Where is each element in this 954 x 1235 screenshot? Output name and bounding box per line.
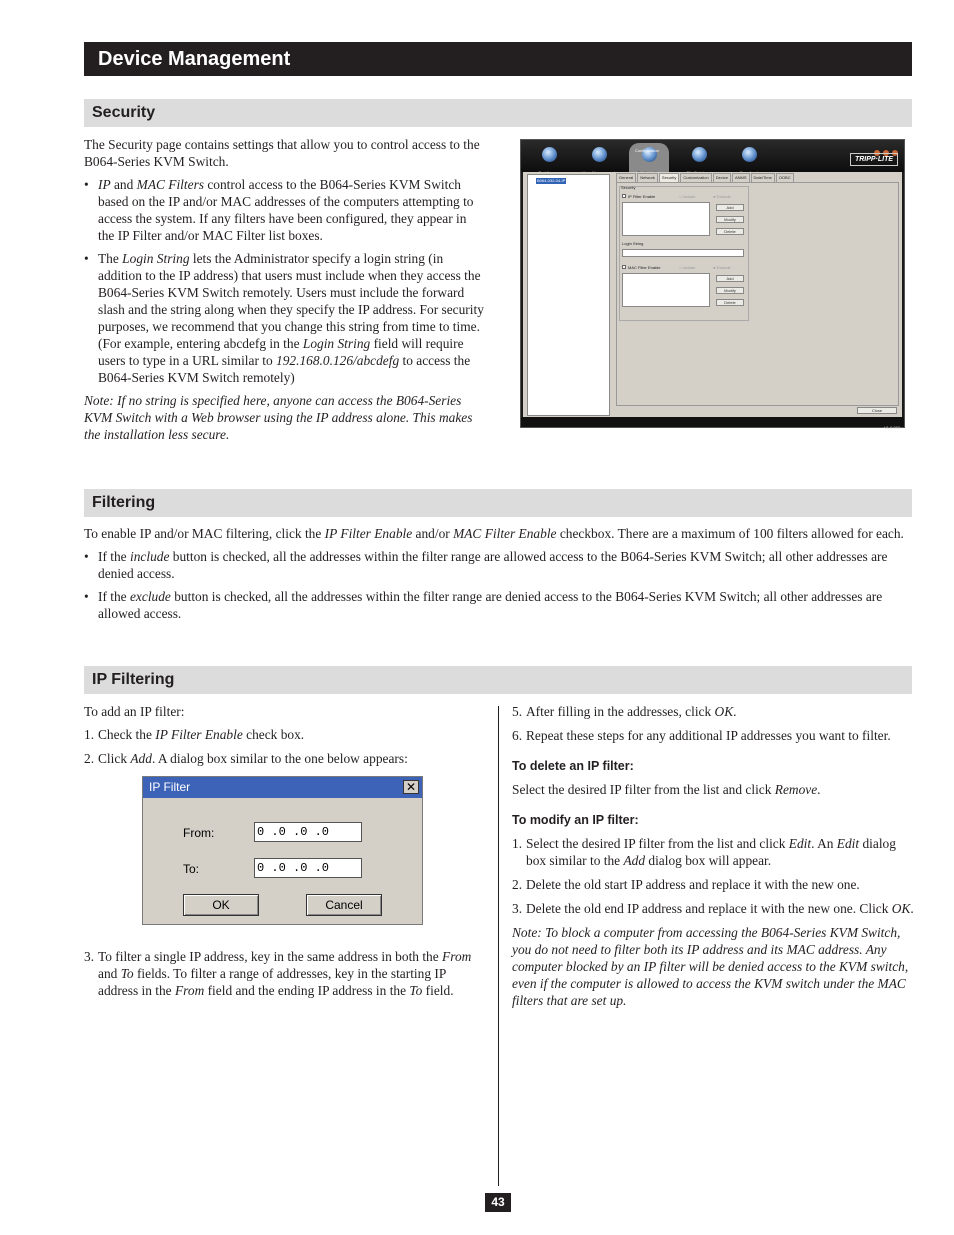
- from-label: From:: [183, 826, 215, 840]
- file-database-icon: [692, 147, 707, 162]
- ip-filtering-intro: To add an IP filter:: [84, 704, 185, 719]
- step-2: 2. Click Add. A dialog box similar to the one below appears:: [84, 751, 408, 766]
- tab-network: Network: [637, 173, 658, 182]
- screenshot-toolbar: [521, 140, 904, 172]
- modify-step-3: 3. Delete the old end IP address and replace it with the new one. Click OK.: [512, 901, 914, 916]
- ip-filter-list: [622, 202, 710, 236]
- filtering-text: [84, 525, 912, 628]
- mac-filter-enable-checkbox: [622, 265, 626, 269]
- mac-modify-button: Modify: [716, 287, 744, 294]
- login-string-label: Login String: [622, 241, 644, 246]
- ip-add-button: Add: [716, 204, 744, 211]
- ip-filtering-heading: IP Filtering: [84, 666, 912, 694]
- dialog-title: IP Filter: [143, 777, 422, 798]
- tab-security: Security: [659, 173, 679, 182]
- security-group-label: Security: [621, 185, 636, 190]
- tab-general: General: [616, 173, 636, 182]
- version-label: V1.0.083: [883, 425, 900, 430]
- filtering-intro: To enable IP and/or MAC filtering, click the IP Filter Enable and/or MAC Filter Enable checkbox. There are a maximum of 100 filters allowed for each.: [84, 526, 904, 541]
- security-page-screenshot: [520, 139, 905, 428]
- security-bullet-login-string: • The Login String lets the Administrator specify a login string (in addition to the IP address) that users must include when they access the B064-Series KVM Switch remotely. Users must include the forward slash and the string along when they specify the IP address. For security purposes, we recommend that you change this string from time to time. (For example, entering abcdefg in the Login String field will require users to type in a URL similar to 192.168.0.126/abcdefg to access the B064-Series KVM Switch remotely): [84, 250, 486, 386]
- page-title: Device Management: [84, 42, 912, 76]
- device-tree: [527, 174, 610, 416]
- mac-exclude-radio: ● Exclude: [713, 265, 731, 270]
- ip-filtering-right-column: [512, 703, 914, 1015]
- to-ip-input[interactable]: 0 .0 .0 .0: [254, 858, 362, 878]
- login-string-input: [622, 249, 744, 257]
- screenshot-footer: [521, 417, 904, 430]
- ip-filter-dialog: [142, 776, 423, 925]
- config-tabs: [616, 173, 795, 182]
- ip-include-radio: ○ Include: [679, 194, 696, 199]
- security-text: [84, 136, 486, 449]
- to-label: To:: [183, 862, 200, 876]
- security-panel: [616, 182, 899, 413]
- step-3: 3. To filter a single IP address, key in the same address in both the From and To fields. To filter a range of addresses, key in the starting IP address in the From field and the ending IP address in the To field.: [84, 949, 472, 998]
- mac-include-radio: ○ Include: [679, 265, 696, 270]
- modify-step-2: 2. Delete the old start IP address and replace it with the new one.: [512, 877, 860, 892]
- screenshot-body: [523, 172, 902, 419]
- page-number: 43: [485, 1193, 511, 1212]
- tab-anms: ANMS: [732, 173, 750, 182]
- mac-delete-button: Delete: [716, 299, 744, 306]
- security-heading: Security: [84, 99, 912, 127]
- security-note: Note: If no string is specified here, anyone can access the B064-Series KVM Switch with a Web browser using the IP address alone. This makes the installation less secure.: [84, 393, 473, 442]
- tripp-lite-logo: TRIPP·LITE: [850, 153, 898, 166]
- tab-date-time: Date/Time: [751, 173, 775, 182]
- step-1: 1. Check the IP Filter Enable check box.: [84, 727, 305, 742]
- close-button: Close: [857, 407, 897, 414]
- ip-exclude-radio: ● Exclude: [713, 194, 731, 199]
- device-tree-item: B064-032-04-IP: [537, 178, 566, 183]
- tab-device: Device: [713, 173, 731, 182]
- step-6: 6. Repeat these steps for any additional IP addresses you want to filter.: [512, 728, 891, 743]
- tab-customization: Customization: [680, 173, 711, 182]
- mac-add-button: Add: [716, 275, 744, 282]
- mac-filter-list: [622, 273, 710, 307]
- modify-filter-heading: To modify an IP filter:: [512, 813, 639, 827]
- ip-modify-button: Modify: [716, 216, 744, 223]
- modify-step-1: 1. Select the desired IP filter from the list and click Edit. An Edit dialog box similar to the Add dialog box will appear.: [512, 836, 896, 868]
- tab-oobc: OOBC: [776, 173, 794, 182]
- mac-filter-enable-label: MAC Filter Enable: [628, 265, 661, 270]
- filtering-bullet-exclude: • If the exclude button is checked, all the addresses within the filter range are denied access to the B064-Series KVM Switch; all other addresses are allowed access.: [84, 588, 912, 622]
- ip-filter-enable-label: IP Filter Enable: [628, 194, 656, 199]
- ip-filtering-left-column: [84, 703, 486, 774]
- security-bullet-filters: • IP and MAC Filters control access to the B064-Series KVM Switch based on the IP and/or MAC addresses of the computers attempting to access the system. If any filters have been configured, they appear in the IP Filter and/or MAC Filter list boxes.: [84, 176, 486, 244]
- delete-filter-heading: To delete an IP filter:: [512, 759, 634, 773]
- ok-button[interactable]: OK: [183, 894, 259, 916]
- filtering-bullet-include: • If the include button is checked, all the addresses within the filter range are allowed access to the B064-Series KVM Switch; all other addresses are denied access.: [84, 548, 912, 582]
- screenshot-section-label: Configuration: [635, 148, 659, 153]
- ip-filtering-step-3-block: [84, 948, 486, 1006]
- close-icon[interactable]: ✕: [403, 780, 419, 794]
- step-5: 5. After filling in the addresses, click OK.: [512, 704, 737, 719]
- ip-filtering-note: Note: To block a computer from accessing the B064-Series KVM Switch, you do not need to filter both its IP address and its MAC address. Any computer blocked by an IP filter will be denied access to the KVM switch, even if the computer is allowed to access the KVM switch under the MAC filters that are set up.: [512, 925, 909, 1008]
- ip-delete-button: Delete: [716, 228, 744, 235]
- security-intro: The Security page contains settings that allow you to control access to the B064-Series KVM Switch.: [84, 137, 480, 169]
- column-divider: [498, 706, 499, 1186]
- port-access-icon: [542, 147, 557, 162]
- user-management-icon: [592, 147, 607, 162]
- cancel-button[interactable]: Cancel: [306, 894, 382, 916]
- from-ip-input[interactable]: 0 .0 .0 .0: [254, 822, 362, 842]
- download-icon: [742, 147, 757, 162]
- ip-filter-enable-checkbox: [622, 194, 626, 198]
- delete-filter-text: Select the desired IP filter from the list and click Remove.: [512, 782, 821, 797]
- filtering-heading: Filtering: [84, 489, 912, 517]
